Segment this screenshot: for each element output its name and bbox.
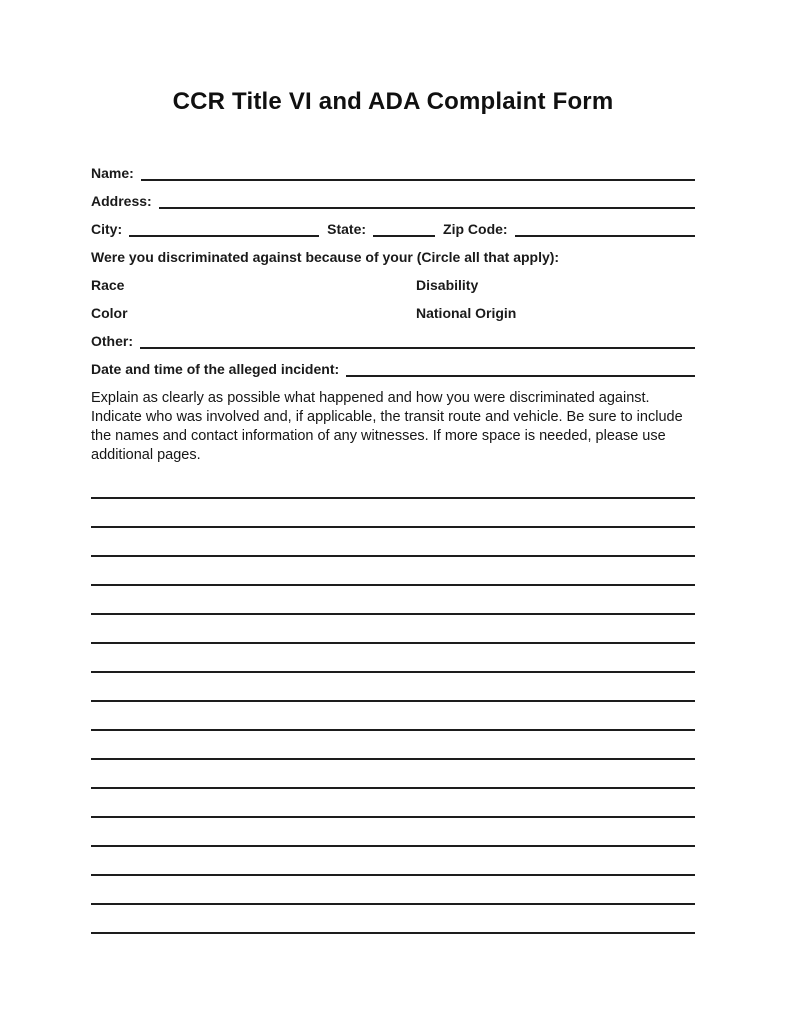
discrimination-options-row-1 xyxy=(91,265,695,293)
name-row xyxy=(91,153,695,181)
discrimination-options-row-2 xyxy=(91,293,695,321)
other-input-line[interactable] xyxy=(140,321,695,349)
answer-line[interactable] xyxy=(91,673,695,702)
answer-line[interactable] xyxy=(91,731,695,760)
answer-line[interactable] xyxy=(91,470,695,499)
city-input-line[interactable] xyxy=(129,209,319,237)
answer-line[interactable] xyxy=(91,702,695,731)
answer-line[interactable] xyxy=(91,644,695,673)
address-row xyxy=(91,181,695,209)
address-label: Address: xyxy=(91,193,152,209)
answer-line[interactable] xyxy=(91,557,695,586)
answer-line[interactable] xyxy=(91,847,695,876)
answer-line[interactable] xyxy=(91,615,695,644)
answer-line[interactable] xyxy=(91,499,695,528)
zip-code-input-line[interactable] xyxy=(515,209,695,237)
zip-code-label: Zip Code: xyxy=(443,221,508,237)
answer-line[interactable] xyxy=(91,528,695,557)
city-label: City: xyxy=(91,221,123,237)
answer-line[interactable] xyxy=(91,905,695,934)
answer-line[interactable] xyxy=(91,818,695,847)
state-label: State: xyxy=(327,221,367,237)
option-color[interactable]: Color xyxy=(91,305,128,321)
answer-line[interactable] xyxy=(91,760,695,789)
discrimination-question: Were you discriminated against because of your (Circle all that apply): xyxy=(91,249,560,265)
answer-line[interactable] xyxy=(91,789,695,818)
address-input-line[interactable] xyxy=(159,181,695,209)
state-input-line[interactable] xyxy=(373,209,435,237)
explanation-instructions: Explain as clearly as possible what happened and how you were discriminated against. Indicate who was involved and, if applicable, the transit route and vehicle. Be sure to include the names and contact information of any witnesses. If more space is needed, please use additional pages. xyxy=(91,390,683,463)
incident-datetime-label: Date and time of the alleged incident: xyxy=(91,361,340,377)
name-input-line[interactable] xyxy=(141,153,695,181)
other-label: Other: xyxy=(91,333,133,349)
answer-line[interactable] xyxy=(91,876,695,905)
option-national-origin[interactable]: National Origin xyxy=(416,305,517,321)
incident-datetime-input-line[interactable] xyxy=(346,349,695,377)
answer-lines xyxy=(91,470,695,934)
option-race[interactable]: Race xyxy=(91,277,125,293)
other-row xyxy=(91,321,695,349)
option-disability[interactable]: Disability xyxy=(416,277,479,293)
city-state-zip-row xyxy=(91,209,695,237)
form-title: CCR Title VI and ADA Complaint Form xyxy=(172,88,614,115)
name-label: Name: xyxy=(91,165,134,181)
incident-datetime-row xyxy=(91,349,695,377)
answer-line[interactable] xyxy=(91,586,695,615)
